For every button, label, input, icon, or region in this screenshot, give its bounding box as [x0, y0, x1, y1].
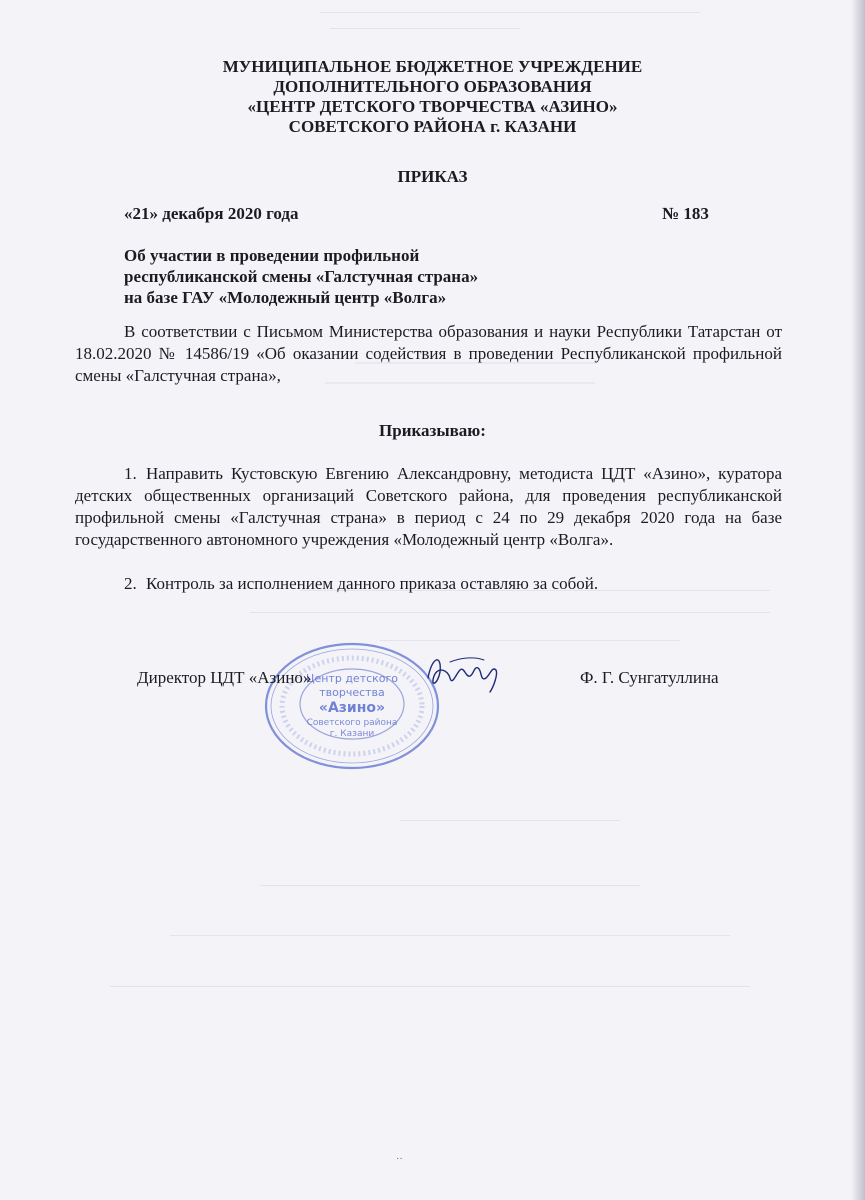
header-line: «ЦЕНТР ДЕТСКОГО ТВОРЧЕСТВА «АЗИНО»	[247, 97, 618, 116]
seal-line: «Азино»	[318, 700, 386, 716]
signature-position: Директор ЦДТ «Азино»	[137, 668, 312, 687]
preamble-paragraph: В соответствии с Письмом Министерства образования и науки Республики Татарстан от 18.02.2020 № 14586/19 «Об оказании содействия в проведении Республиканской профильной смены «Галстучная страна»,	[75, 322, 782, 385]
document-type-title: ПРИКАЗ	[397, 167, 468, 186]
handwritten-signature	[420, 648, 510, 698]
bleed-through-line	[250, 612, 770, 613]
header-line: СОВЕТСКОГО РАЙОНА г. КАЗАНИ	[288, 117, 577, 136]
subject-line: республиканской смены «Галстучная страна»	[124, 267, 479, 286]
seal-line: Советского района	[306, 718, 398, 728]
subject-line: на базе ГАУ «Молодежный центр «Волга»	[124, 288, 447, 307]
subject-line: Об участии в проведении профильной	[124, 246, 420, 265]
seal-line: г. Казани	[329, 729, 375, 739]
signer-name: Ф. Г. Сунгатуллина	[580, 668, 719, 687]
order-item	[75, 463, 782, 551]
seal-line: творчества	[319, 686, 385, 699]
scan-speck: ˙˙	[396, 1157, 403, 1168]
order-item	[75, 573, 782, 595]
header-line: МУНИЦИПАЛЬНОЕ БЮДЖЕТНОЕ УЧРЕЖДЕНИЕ	[222, 57, 643, 76]
order-subject	[124, 245, 478, 308]
header-line: ДОПОЛНИТЕЛЬНОГО ОБРАЗОВАНИЯ	[273, 77, 592, 96]
bleed-through-line	[400, 820, 620, 821]
order-number: № 183	[662, 204, 709, 223]
item-number: 2.	[124, 574, 137, 593]
seal-center-text	[262, 640, 442, 770]
bleed-through-line	[170, 935, 730, 936]
seal-line: Центр детского	[305, 672, 399, 685]
item-number: 1.	[124, 464, 137, 483]
bleed-through-line	[330, 28, 520, 29]
order-word: Приказываю:	[379, 421, 486, 440]
institution-header	[0, 57, 865, 137]
item-text: Направить Кустовскую Евгению Александровну, методиста ЦДТ «Азино», куратора детских общественных организаций Советского района, для проведения республиканской профильной смены «Галстучная страна» в период с 24 по 29 декабря 2020 года на базе государственного автономного учреждения «Молодежный центр «Волга».	[75, 464, 782, 549]
bleed-through-line	[110, 986, 750, 987]
order-date: «21» декабря 2020 года	[124, 204, 299, 223]
bleed-through-line	[320, 12, 700, 13]
bleed-through-line	[260, 885, 640, 886]
item-text: Контроль за исполнением данного приказа оставляю за собой.	[146, 574, 599, 593]
